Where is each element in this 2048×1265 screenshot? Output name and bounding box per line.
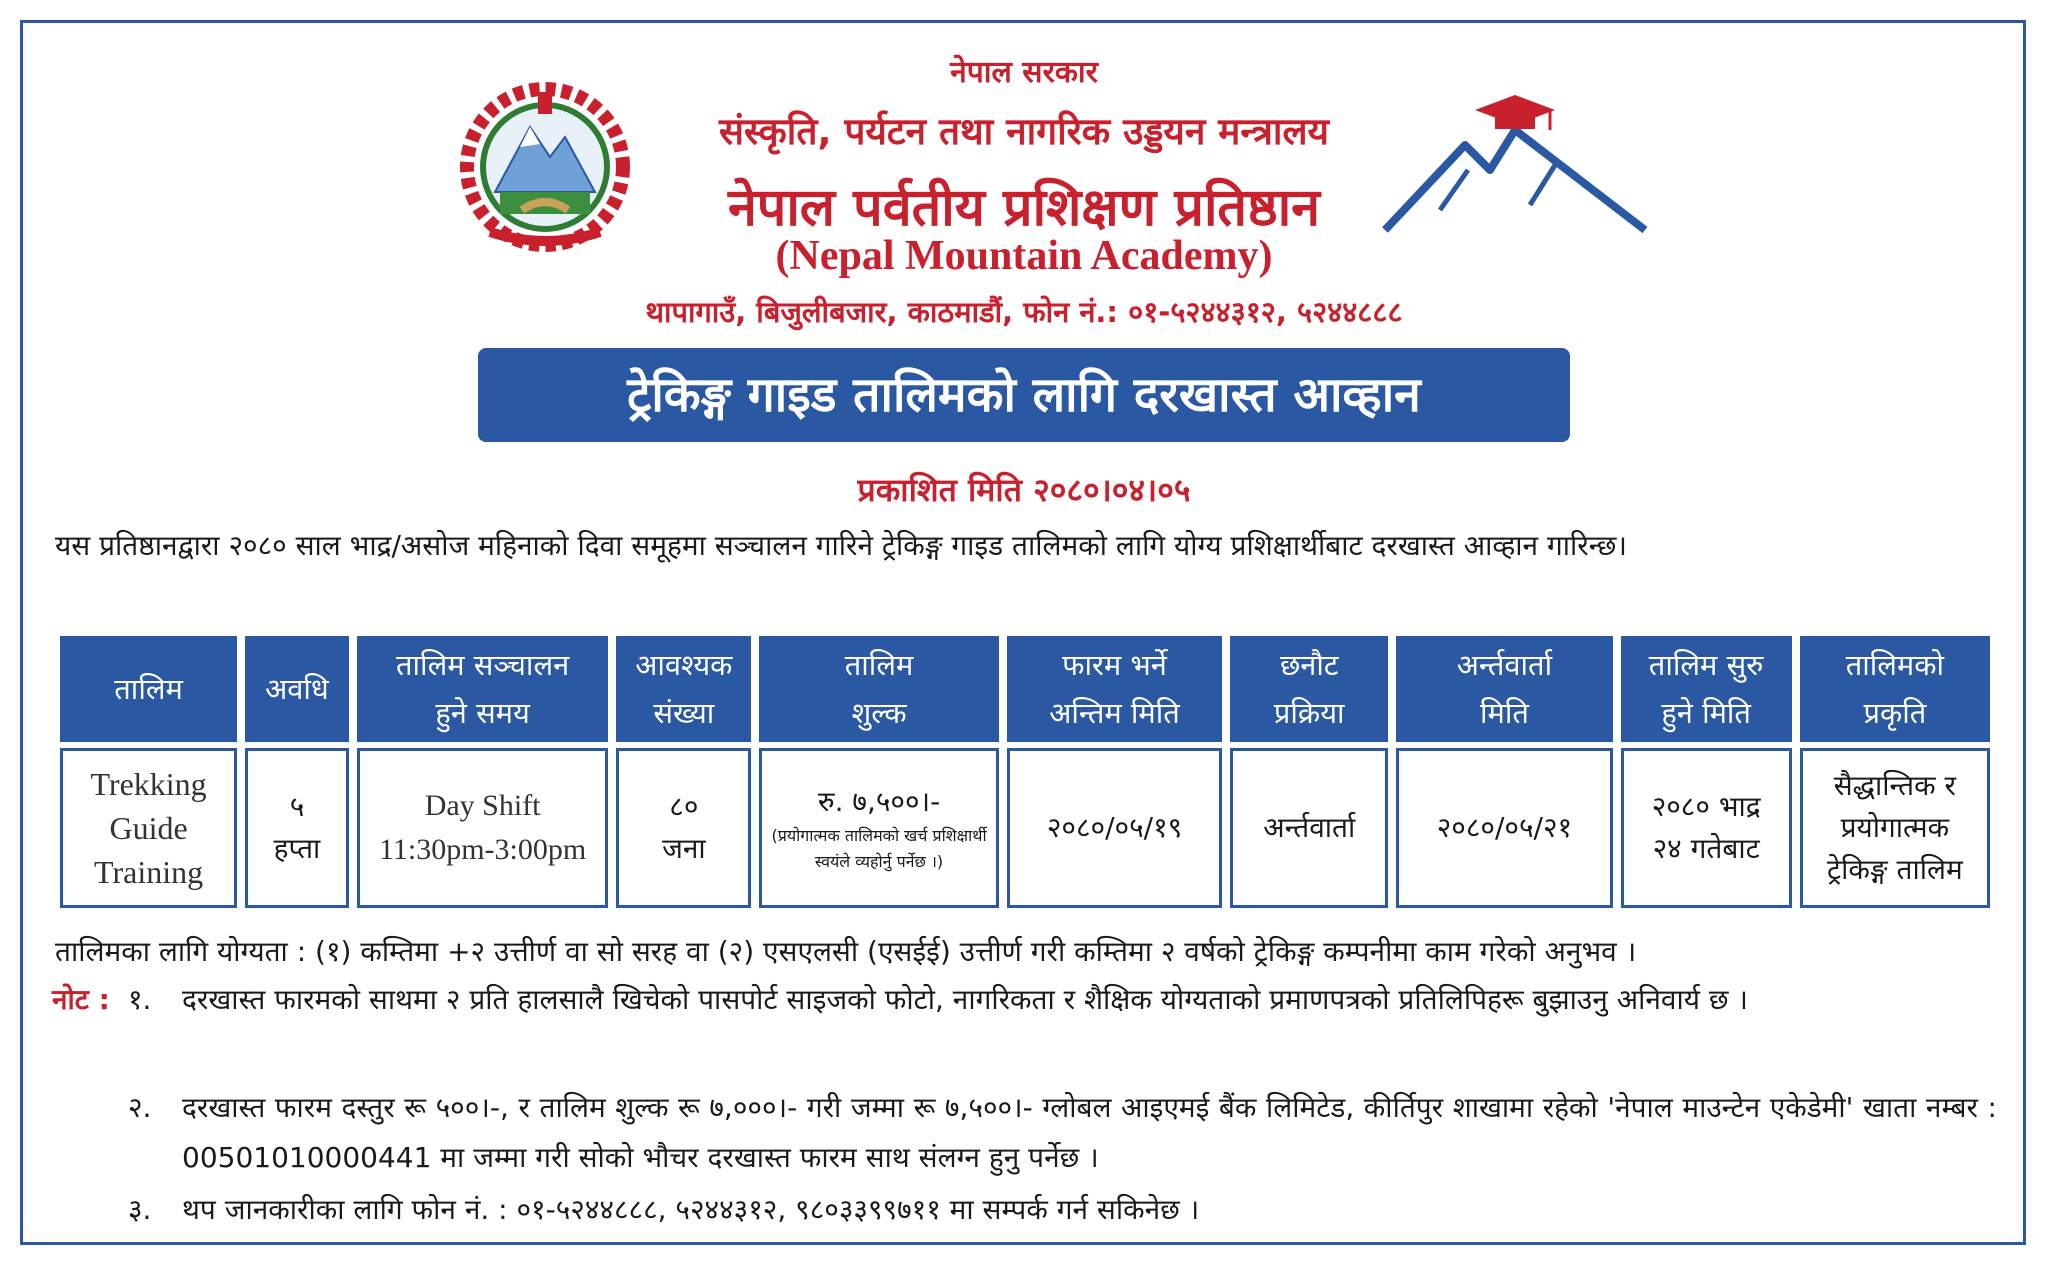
header-deadline: फारम भर्ने अन्तिम मिति (1007, 636, 1222, 742)
cell-duration: ५ हप्ता (245, 748, 349, 908)
note-number: ३. (128, 1193, 152, 1226)
note-number: १. (128, 983, 152, 1016)
note-text: थप जानकारीका लागि फोन नं. : ०१-५२४४८८८, ५२४४३१२, ९८०३३९९७११ मा सम्पर्क गर्न सकिनेछ । (182, 1193, 1200, 1226)
training-table (52, 630, 1998, 914)
header-nature: तालिमको प्रकृति (1800, 636, 1990, 742)
header-selection: छनौट प्रक्रिया (1230, 636, 1388, 742)
header-required: आवश्यक संख्या (616, 636, 751, 742)
address-line: थापागाउँ, बिजुलीबजार, काठमाडौं, फोन नं.: ०१-५२४४३१२, ५२४४८८८ (645, 295, 1403, 329)
fee-note: (प्रयोगात्मक तालिमको खर्च प्रशिक्षार्थी स्वयंले व्यहोर्नु पर्नेछ ।) (771, 826, 987, 871)
header-training: तालिम (60, 636, 237, 742)
cell-deadline: २०८०/०५/१९ (1007, 748, 1222, 908)
academy-title: नेपाल पर्वतीय प्रशिक्षण प्रतिष्ठान (727, 178, 1321, 238)
cell-fee: रु. ७,५००।- (प्रयोगात्मक तालिमको खर्च प्रशिक्षार्थी स्वयंले व्यहोर्नु पर्नेछ ।) (759, 748, 999, 908)
notice-banner: ट्रेकिङ्ग गाइड तालिमको लागि दरखास्त आव्हान (478, 348, 1570, 442)
cell-start: २०८० भाद्र २४ गतेबाट (1621, 748, 1792, 908)
header-interview: अर्न्तवार्ता मिति (1396, 636, 1612, 742)
cell-interview: २०८०/०५/२१ (1396, 748, 1612, 908)
note-label: नोट : (52, 983, 110, 1016)
ministry-title: संस्कृति, पर्यटन तथा नागरिक उड्डयन मन्त्रालय (718, 110, 1330, 153)
government-title: नेपाल सरकार (950, 55, 1098, 90)
cell-nature: सैद्धान्तिक र प्रयोगात्मक ट्रेकिङ्ग तालिम (1800, 748, 1990, 908)
cell-time: Day Shift 11:30pm-3:00pm (357, 748, 609, 908)
published-date: प्रकाशित मिति २०८०।०४।०५ (857, 471, 1191, 509)
header-fee: तालिम शुल्क (759, 636, 999, 742)
eligibility-text: तालिमका लागि योग्यता : (१) कम्तिमा +२ उत्तीर्ण वा सो सरह वा (२) एसएलसी (एसईई) उत्तीर्ण गरी कम्तिमा २ वर्षको ट्रेकिङ्ग कम्पनीमा काम गरेको अनुभव । (55, 935, 1637, 968)
note-number: २. (128, 1091, 152, 1124)
table-header-row (60, 636, 1990, 742)
header-duration: अवधि (245, 636, 349, 742)
academy-english-title: (Nepal Mountain Academy) (775, 233, 1273, 279)
header-start: तालिम सुरु हुने मिति (1621, 636, 1792, 742)
note-text: दरखास्त फारम दस्तुर रू ५००।-, र तालिम शुल्क रू ७,०००।- गरी जम्मा रू ७,५००।- ग्लोबल आइएमई बैंक लिमिटेड, कीर्तिपुर शाखामा रहेको 'नेपाल माउन्टेन एकेडेमी' खाता नम्बर : 00501010000441 मा जम्मा गरी सोको भौचर दरखास्त फारम साथ संलग्न हुनु पर्नेछ । (182, 1091, 1997, 1174)
header-time: तालिम सञ्चालन हुने समय (357, 636, 609, 742)
cell-training: Trekking Guide Training (60, 748, 237, 908)
table-row (60, 748, 1990, 908)
intro-paragraph: यस प्रतिष्ठानद्वारा २०८० साल भाद्र/असोज महिनाको दिवा समूहमा सञ्चालन गारिने ट्रेकिङ्ग गाइड तालिमको लागि योग्य प्रशिक्षार्थीबाट दरखास्त आव्हान गारिन्छ। (55, 529, 1627, 562)
cell-selection: अर्न्तवार्ता (1230, 748, 1388, 908)
cell-required: ८० जना (616, 748, 751, 908)
note-text: दरखास्त फारमको साथमा २ प्रति हालसालै खिचेको पासपोर्ट साइजको फोटो, नागरिकता र शैक्षिक योग्यताको प्रमाणपत्रको प्रतिलिपिहरू बुझाउनु अनिवार्य छ । (182, 983, 1748, 1016)
